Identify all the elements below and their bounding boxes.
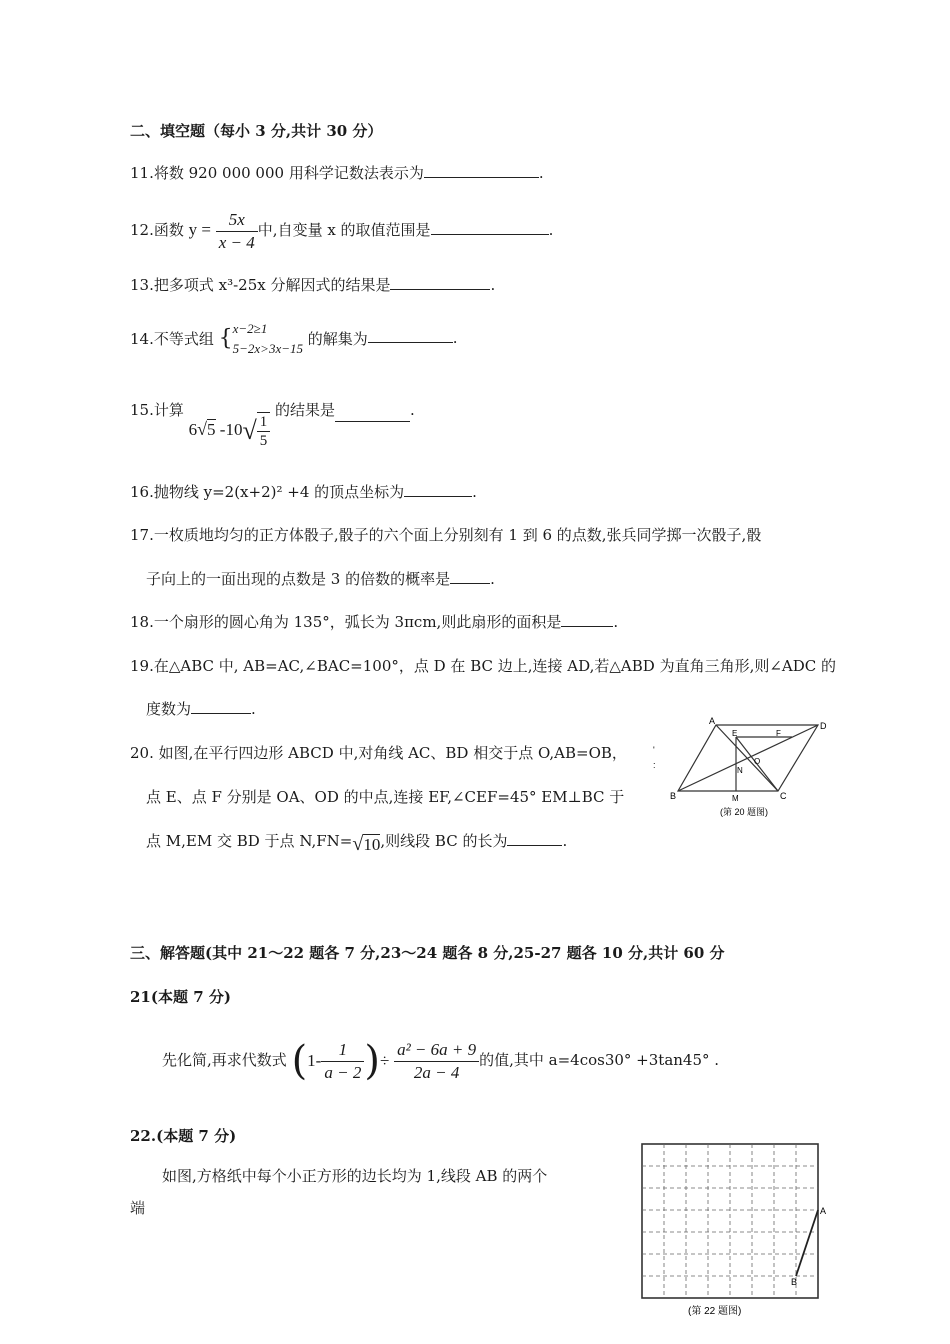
answer-blank[interactable] [561,612,613,627]
question-17-line-2: 子向上的一面出现的点数是 3 的倍数的概率是 . [146,570,495,588]
expression: 6√5 -10√ $\frac{1}{5}$ [189,412,271,450]
figure-20-parallelogram [648,713,838,823]
svg-text:A: A [820,1206,827,1216]
svg-text:O: O [754,757,761,766]
answer-blank[interactable] [390,275,490,290]
svg-text:B: B [670,791,677,801]
question-22-line-2: 端 [130,1199,146,1217]
question-20-line-3: 点 M,EM 交 BD 于点 N,FN=√10,则线段 BC 的长为 . [146,832,568,855]
question-13: 13.把多项式 x³-25x 分解因式的结果是 . [130,276,496,294]
segment-ab [796,1210,818,1276]
question-20-line-2: 点 E、点 F 分别是 OA、OD 的中点,连接 EF,∠CEF=45° EM⊥BC 于 [146,788,625,806]
svg-text::: : [653,760,656,770]
question-11: 11.将数 920 000 000 用科学记数法表示为 . [130,164,544,182]
fraction-quadratic-over-2a-4: $\frac{\text{a² − 6a + 9}}{2a - 4}$ [394,1039,479,1084]
svg-text:D: D [820,721,827,731]
fraction-1-over-a-2: $\frac{1}{a - 2}$ [321,1039,364,1084]
svg-text:A: A [709,716,716,726]
answer-blank[interactable] [368,328,453,343]
svg-text:B: B [791,1277,798,1287]
question-19-line-1: 19.在△ABC 中, AB=AC,∠BAC=100°，点 D 在 BC 边上,连接 AD,若△ABD 为直角三角形,则∠ADC 的 [130,657,837,675]
answer-blank[interactable] [424,163,539,178]
answer-blank[interactable] [431,220,549,235]
question-15: 15.计算 6√5 -10√ $\frac{1}{5}$ 的结果是 . [130,401,415,449]
brace: { [218,326,233,351]
question-21-body: 先化简,再求代数式 (1- $\frac{1}{a - 2}$ )÷ $\frac{\text{a² − 6a + 9}}{2a - 4}$ 的值,其中 a=4cos30° +3tan45° . [162,1038,720,1084]
question-22-title: 22.(本题 7 分) [130,1127,237,1145]
inequality-system: x−2≥1 5−2x>3x−15 [232,321,303,356]
question-20-line-1: 20. 如图,在平行四边形 ABCD 中,对角线 AC、BD 相交于点 O,AB=OB， [130,744,627,762]
question-12: 12.函数 y = $\frac{5x}{x - 4}$ 中,自变量 x 的取值范围是 . [130,209,554,252]
section-2-heading: 二、填空题（每小 3 分,共计 30 分） [130,122,383,140]
svg-text:C: C [780,791,787,801]
svg-text:': ' [653,745,655,755]
answer-blank[interactable] [450,569,490,584]
diagonal-bd [678,725,818,791]
answer-blank[interactable] [191,699,251,714]
svg-text:N: N [737,766,743,775]
svg-text:E: E [732,729,738,738]
question-18: 18.一个扇形的圆心角为 135°，弧长为 3πcm,则此扇形的面积是 . [130,613,619,631]
svg-text:F: F [776,729,781,738]
answer-blank[interactable] [507,831,562,846]
svg-text:(第 20 题图): (第 20 题图) [720,807,769,817]
answer-blank[interactable] [335,407,410,422]
section-3-heading: 三、解答题(其中 21～22 题各 7 分,23～24 题各 8 分,25-27 题各 10 分,共计 60 分 [130,944,725,962]
svg-text:(第 22 题图): (第 22 题图) [688,1306,742,1317]
svg-text:M: M [732,794,739,803]
question-14: 14.不等式组 { x−2≥1 5−2x>3x−15 的解集为 . [130,314,458,364]
question-17-line-1: 17.一枚质地均匀的正方体骰子,骰子的六个面上分别刻有 1 到 6 的点数,张兵同学掷一次骰子,骰 [130,526,762,544]
question-19-line-2: 度数为 . [146,700,256,718]
question-21-title: 21(本题 7 分) [130,988,231,1006]
question-16: 16.抛物线 y=2(x+2)² +4 的顶点坐标为 . [130,483,477,501]
fraction-5x-over-x-4: $\frac{5x}{x - 4}$ [216,209,258,254]
question-22-line-1: 如图,方格纸中每个小正方形的边长均为 1,线段 AB 的两个 [162,1167,548,1185]
answer-blank[interactable] [404,482,472,497]
question-11-text: 11.将数 920 000 000 用科学记数法表示为 [130,164,424,182]
figure-22-grid [636,1138,836,1320]
